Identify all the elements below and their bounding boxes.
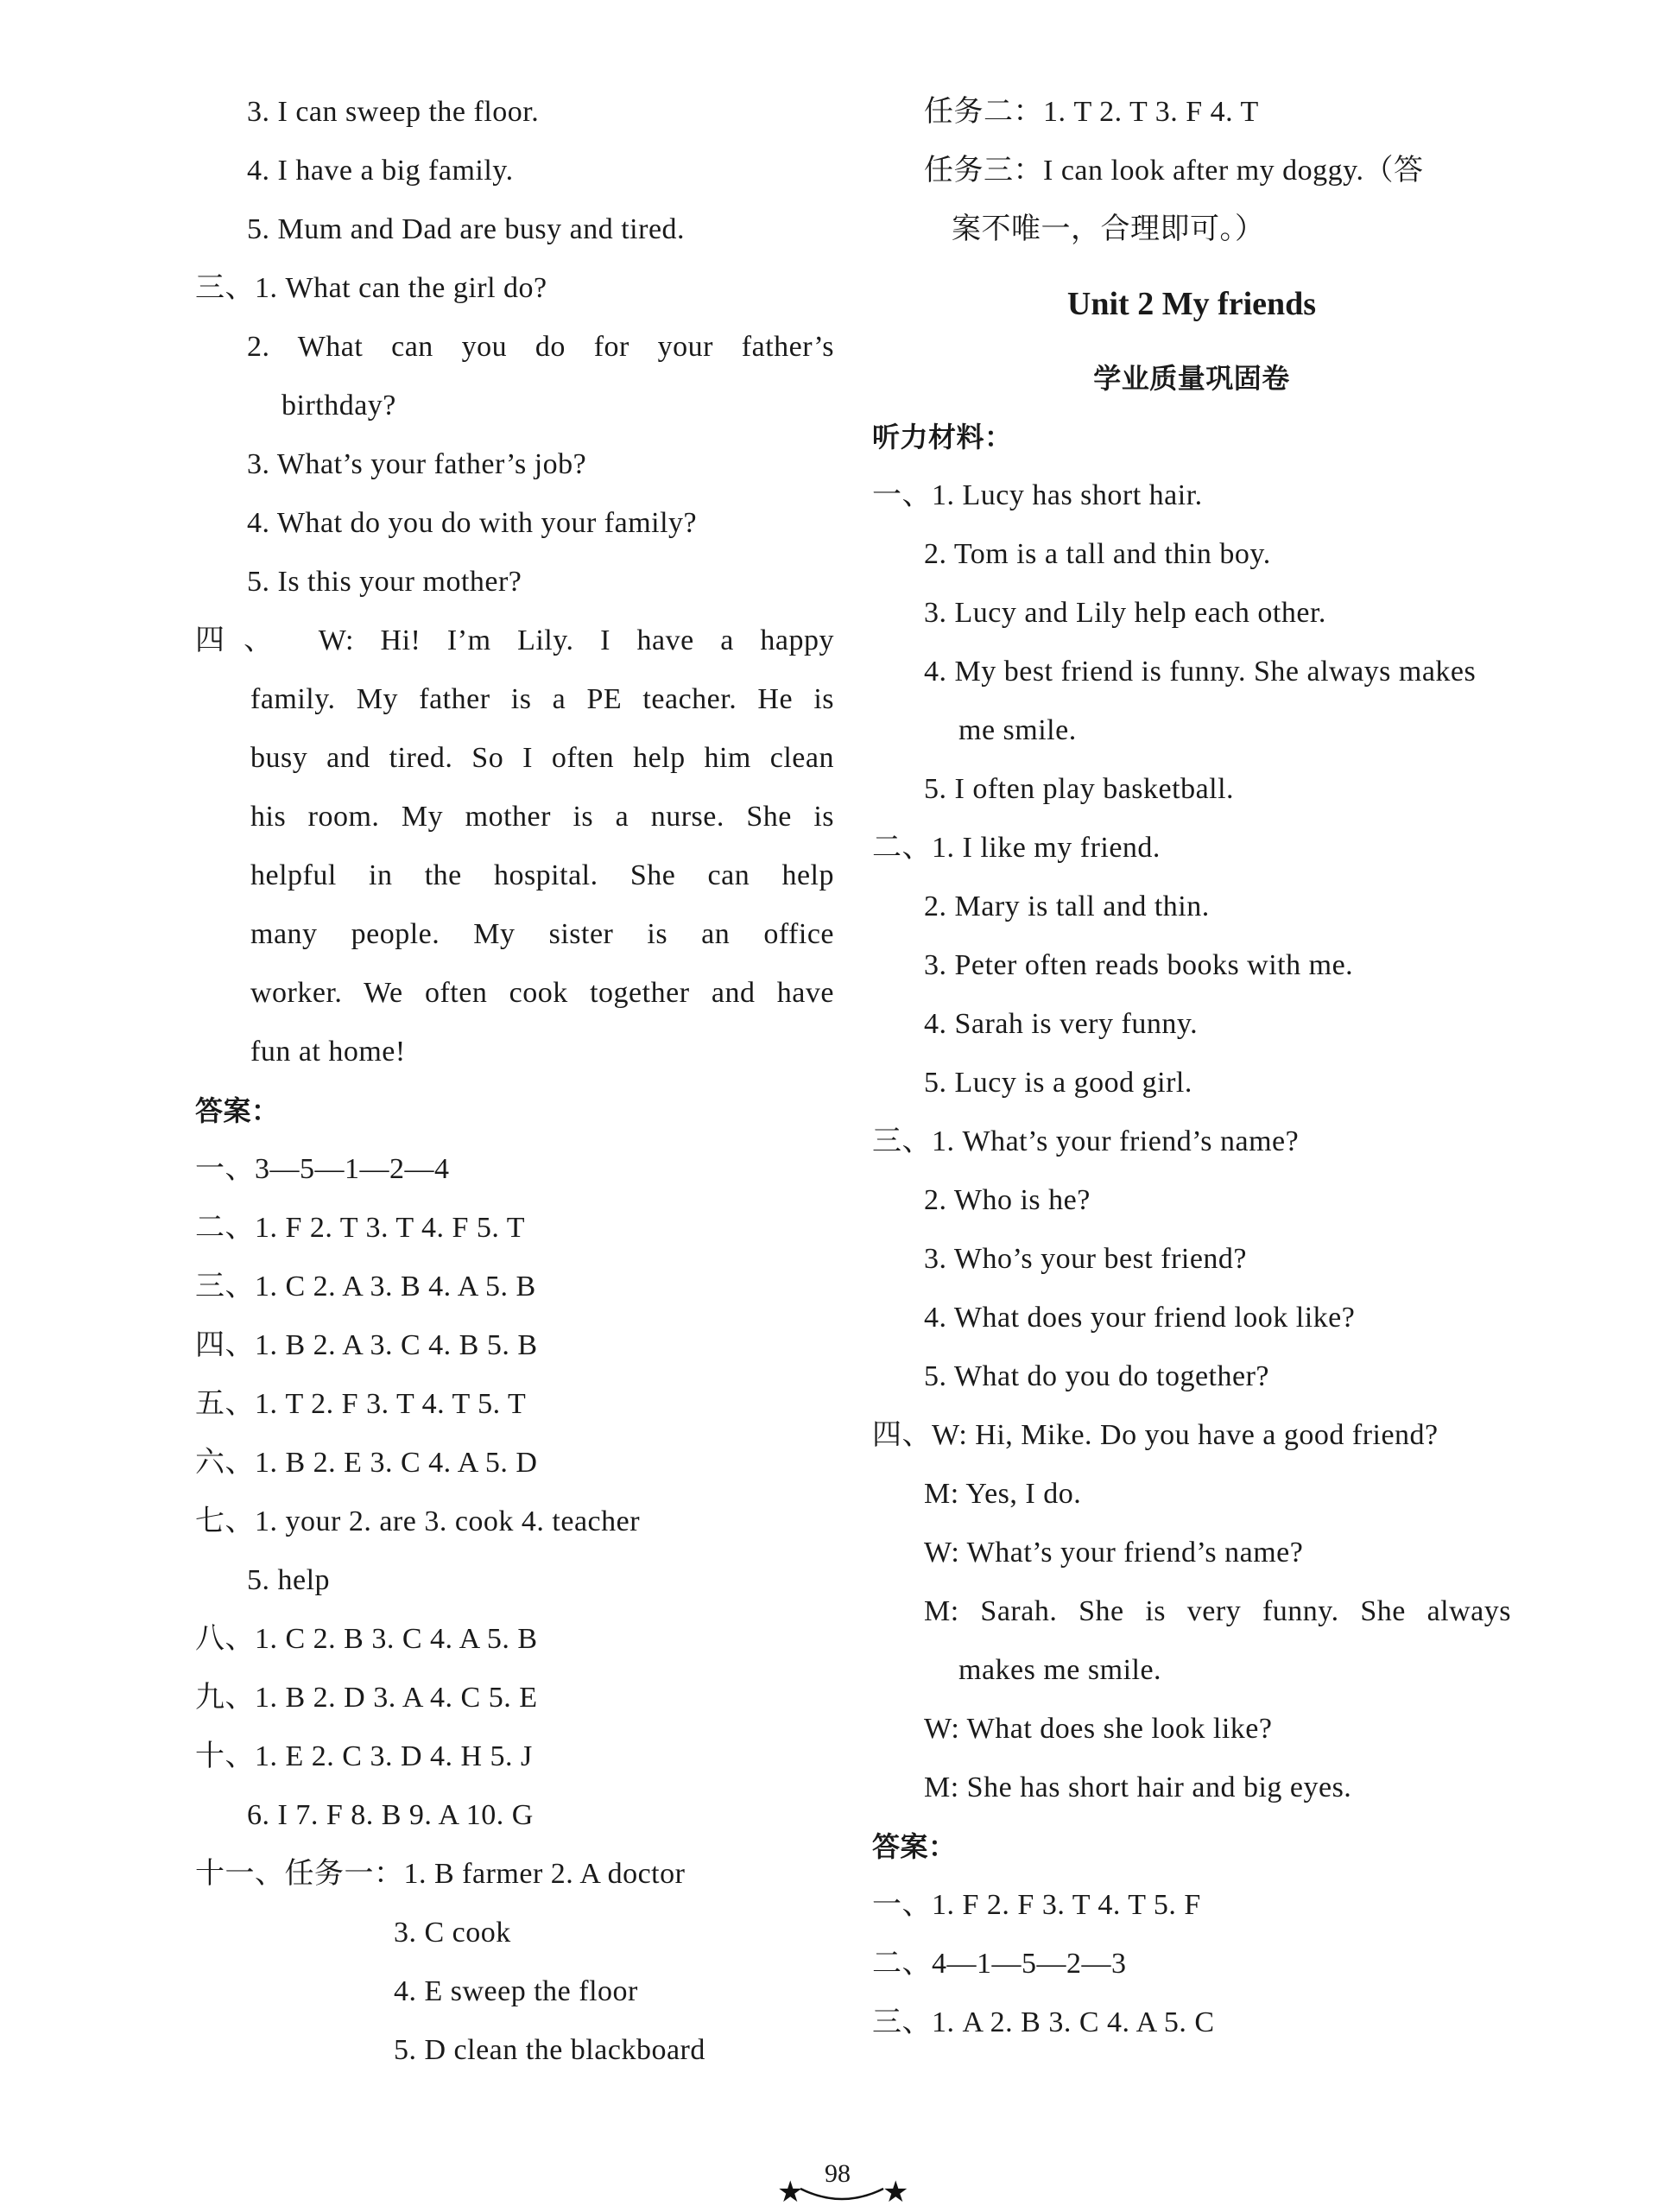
text-line: 5. What do you do together?: [924, 1360, 1270, 1392]
text-line: 十一、任务一：1. B farmer 2. A doctor: [195, 1858, 686, 1890]
text-line: 听力材料：: [872, 421, 1013, 453]
text-line: family. My father is a PE teacher. He is: [250, 683, 834, 715]
text-line: 九、1. B 2. D 3. A 4. C 5. E: [195, 1682, 538, 1714]
text-line: 五、1. T 2. F 3. T 4. T 5. T: [195, 1388, 527, 1420]
text-line: fun at home!: [250, 1036, 406, 1068]
page-number: 98: [825, 2159, 851, 2188]
text-line: 5. Mum and Dad are busy and tired.: [247, 213, 686, 245]
text-line: 4. E sweep the floor: [394, 1975, 638, 2007]
section-title: 学业质量巩固卷: [1093, 362, 1290, 395]
text-line: 任务二：1. T 2. T 3. F 4. T: [924, 96, 1259, 128]
text-line: worker. We often cook together and have: [250, 977, 834, 1009]
text-line: W: What’s your friend’s name?: [924, 1537, 1304, 1569]
text-line: 一、1. F 2. F 3. T 4. T 5. F: [872, 1889, 1201, 1921]
text-line: 二、1. I like my friend.: [872, 832, 1161, 864]
text-line: 2. Mary is tall and thin.: [924, 891, 1210, 922]
text-line: 四、 W: Hi! I’m Lily. I have a happy: [195, 624, 834, 656]
text-line: 一、1. Lucy has short hair.: [872, 479, 1203, 511]
text-line: me smile.: [958, 714, 1077, 746]
text-line: 2. Who is he?: [924, 1184, 1091, 1216]
star-icon: ★: [777, 2177, 804, 2209]
text-line: 4. My best friend is funny. She always makes: [924, 656, 1477, 688]
text-line: 三、1. What can the girl do?: [195, 272, 547, 304]
text-line: his room. My mother is a nurse. She is: [250, 801, 834, 833]
text-line: W: What does she look like?: [924, 1713, 1273, 1745]
text-line: 二、4—1—5—2—3: [872, 1948, 1127, 1980]
text-line: 2. Tom is a tall and thin boy.: [924, 538, 1271, 570]
text-line: M: Sarah. She is very funny. She always: [924, 1595, 1511, 1627]
left-column: [195, 83, 834, 2080]
text-line: 6. I 7. F 8. B 9. A 10. G: [247, 1799, 534, 1831]
text-line: M: She has short hair and big eyes.: [924, 1772, 1352, 1803]
unit-title: Unit 2 My friends: [1066, 286, 1317, 322]
text-line: 4. Sarah is very funny.: [924, 1008, 1199, 1040]
star-icon: ★: [882, 2177, 909, 2209]
text-line: 3. What’s your father’s job?: [247, 448, 587, 480]
text-line: 答案：: [195, 1094, 280, 1127]
text-line: 四、W: Hi, Mike. Do you have a good friend?: [872, 1419, 1439, 1451]
text-line: 3. Lucy and Lily help each other.: [924, 597, 1326, 629]
text-line: 四、1. B 2. A 3. C 4. B 5. B: [195, 1329, 538, 1361]
text-line: 十、1. E 2. C 3. D 4. H 5. J: [195, 1740, 533, 1772]
text-line: 3. C cook: [394, 1917, 511, 1949]
text-line: 3. Who’s your best friend?: [924, 1243, 1248, 1275]
text-line: 三、1. C 2. A 3. B 4. A 5. B: [195, 1271, 536, 1302]
text-line: 三、1. What’s your friend’s name?: [872, 1125, 1300, 1157]
text-line: 4. What does your friend look like?: [924, 1302, 1356, 1334]
text-line: 一、3—5—1—2—4: [195, 1153, 450, 1185]
text-line: helpful in the hospital. She can help: [250, 859, 834, 891]
right-column: [872, 83, 1511, 2052]
text-line: 答案：: [872, 1830, 957, 1863]
text-line: 3. I can sweep the floor.: [247, 96, 540, 128]
text-line: busy and tired. So I often help him clean: [250, 742, 834, 774]
text-line: many people. My sister is an office: [250, 918, 834, 950]
text-line: 任务三：I can look after my doggy.（答: [924, 155, 1424, 187]
text-line: birthday?: [281, 390, 396, 421]
text-line: 七、1. your 2. are 3. cook 4. teacher: [195, 1505, 641, 1537]
text-line: 5. D clean the blackboard: [394, 2034, 705, 2066]
text-line: 三、1. A 2. B 3. C 4. A 5. C: [872, 2006, 1215, 2038]
text-line: 八、1. C 2. B 3. C 4. A 5. B: [195, 1623, 538, 1655]
text-line: 4. I have a big family.: [247, 155, 514, 187]
text-line: 4. What do you do with your family?: [247, 507, 698, 539]
text-line: 六、1. B 2. E 3. C 4. A 5. D: [195, 1447, 538, 1479]
text-line: 3. Peter often reads books with me.: [924, 949, 1354, 981]
text-line: M: Yes, I do.: [924, 1478, 1082, 1510]
page-footer: [0, 2159, 1670, 2209]
text-line: 5. help: [247, 1564, 331, 1596]
text-line: 5. Lucy is a good girl.: [924, 1067, 1192, 1099]
text-line: makes me smile.: [958, 1654, 1162, 1686]
text-line: 2. What can you do for your father’s: [247, 331, 834, 363]
text-line: 5. Is this your mother?: [247, 566, 522, 598]
text-line: 二、1. F 2. T 3. T 4. F 5. T: [195, 1212, 526, 1244]
text-line: 5. I often play basketball.: [924, 773, 1235, 805]
text-line: 案不唯一，合理即可。）: [952, 213, 1265, 245]
